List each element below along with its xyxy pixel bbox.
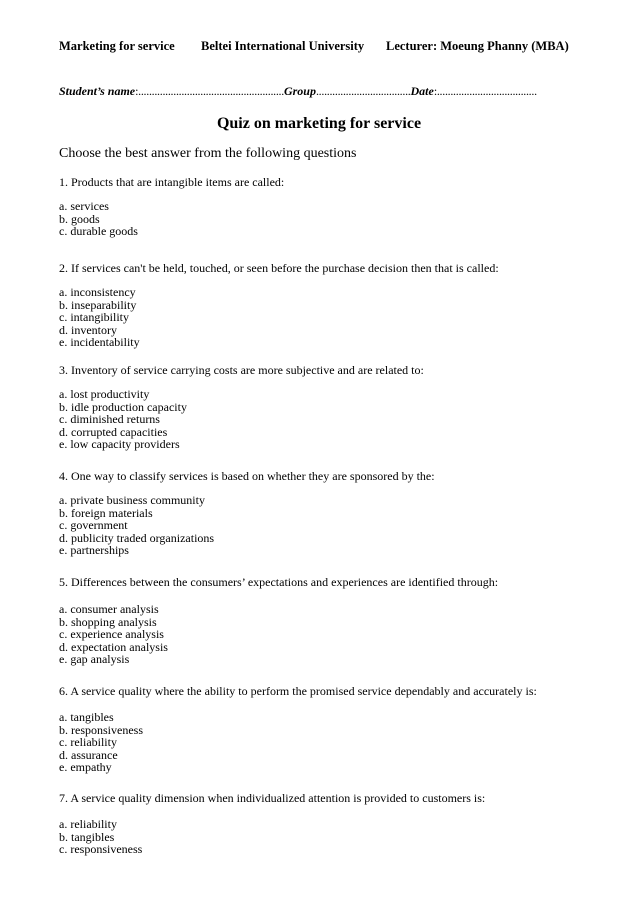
answer-option[interactable]: e. incidentability [59,335,140,350]
options-list-5 [59,603,168,666]
question-2: 2. If services can't be held, touched, or seen before the purchase decision then that is called: [59,261,499,275]
answer-option[interactable]: a. inconsistency [59,285,136,299]
answer-option[interactable]: a. services [59,199,109,213]
lecturer-name: Lecturer: Moeung Phanny (MBA) [386,39,569,53]
options-list-7 [59,818,142,856]
question-5: 5. Differences between the consumers’ expectations and experiences are identified through: [59,575,499,589]
answer-option[interactable]: c. durable goods [59,224,138,239]
group-label: Group [283,84,316,98]
answer-option[interactable]: e. empathy [59,760,112,775]
answer-option[interactable]: c. experience analysis [59,627,164,642]
answer-option[interactable]: c. government [59,518,128,533]
answer-option[interactable]: a. consumer analysis [59,602,159,616]
question-7: 7. A service quality dimension when individualized attention is provided to customers is: [59,791,486,805]
question-3: 3. Inventory of service carrying costs are more subjective and are related to: [59,363,424,377]
answer-option[interactable]: c. diminished returns [59,412,160,427]
options-list-6 [59,711,143,774]
question-6: 6. A service quality where the ability to perform the promised service dependably and accurately is: [59,684,537,698]
options-list-4 [59,494,214,557]
date-field[interactable]: :..................................... [433,84,537,98]
question-4: 4. One way to classify services is based on whether they are sponsored by the: [59,469,435,483]
answer-option[interactable]: d. publicity traded organizations [59,530,215,545]
options-list-3 [59,388,187,451]
answer-option[interactable]: a. reliability [59,817,117,831]
answer-option[interactable]: d. corrupted capacities [59,424,168,439]
answer-option[interactable]: b. shopping analysis [59,614,157,629]
answer-option[interactable]: b. foreign materials [59,505,153,520]
question-1: 1. Products that are intangible items are called: [59,175,285,189]
student-name-label: Student’s name [59,84,136,98]
answer-option[interactable]: e. gap analysis [59,652,130,667]
student-name-field[interactable]: :...................................................... [135,84,284,98]
answer-option[interactable]: d. inventory [59,322,117,337]
date-label: Date [410,84,434,98]
group-field[interactable]: ................................... [315,84,411,98]
answer-option[interactable]: a. private business community [59,493,205,507]
answer-option[interactable]: a. tangibles [59,710,114,724]
options-list-1 [59,200,138,238]
answer-option[interactable]: e. partnerships [59,543,129,558]
answer-option[interactable]: b. idle production capacity [59,399,187,414]
answer-option[interactable]: b. responsiveness [59,722,143,737]
options-list-2 [59,286,140,349]
answer-option[interactable]: b. tangibles [59,829,115,844]
answer-option[interactable]: b. goods [59,211,100,226]
answer-option[interactable]: c. reliability [59,735,117,750]
answer-option[interactable]: c. responsiveness [59,842,143,857]
answer-option[interactable]: e. low capacity providers [59,437,180,452]
student-info-line [59,84,537,99]
instructions: Choose the best answer from the following questions [59,146,357,161]
answer-option[interactable]: d. expectation analysis [59,639,168,654]
course-name: Marketing for service [59,39,175,53]
university-name: Beltei International University [201,39,365,53]
answer-option[interactable]: b. inseparability [59,297,137,312]
page-title: Quiz on marketing for service [216,115,422,132]
answer-option[interactable]: c. intangibility [59,310,129,325]
answer-option[interactable]: d. assurance [59,747,118,762]
answer-option[interactable]: a. lost productivity [59,387,150,401]
